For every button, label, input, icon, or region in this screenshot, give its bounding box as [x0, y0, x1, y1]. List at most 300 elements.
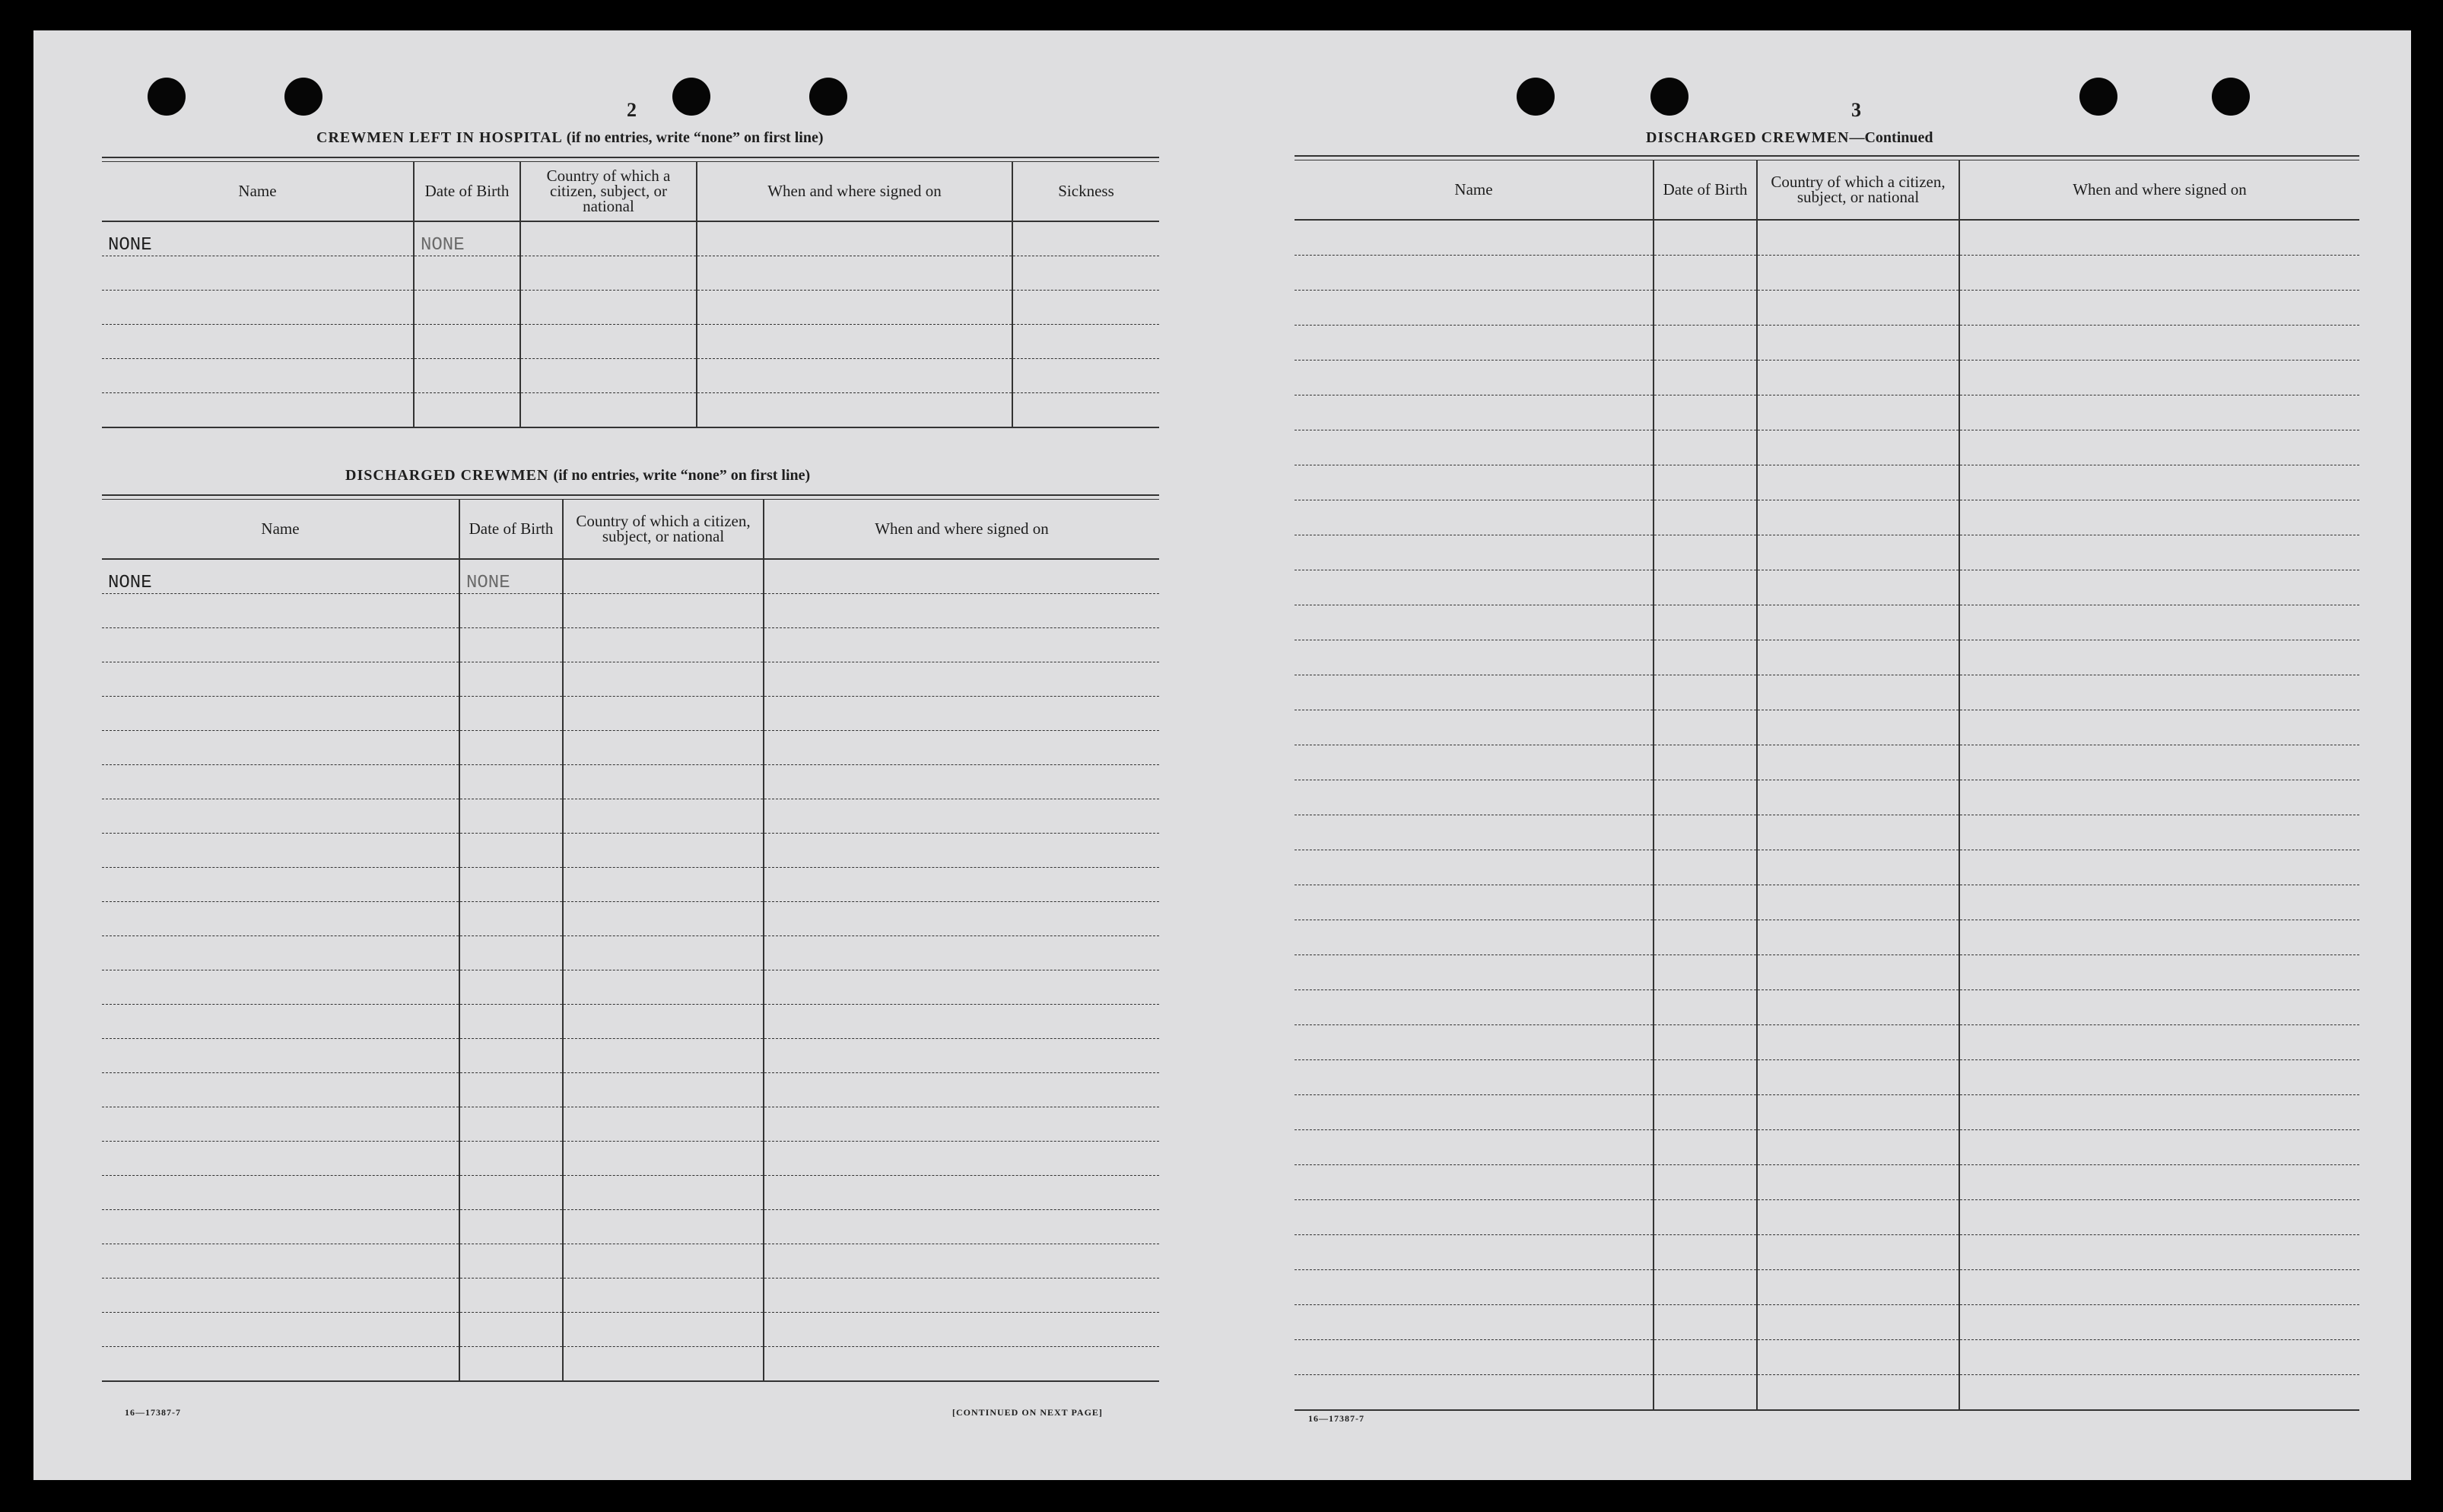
table-cell — [1757, 1235, 1959, 1270]
continued-title-text: DISCHARGED CREWMEN — [1646, 129, 1850, 146]
table-cell — [563, 559, 764, 594]
table-row — [1295, 256, 2359, 291]
right-page — [1288, 30, 2399, 1480]
table-cell — [697, 393, 1012, 428]
discharged-section-title — [345, 467, 810, 484]
table-cell — [563, 1176, 764, 1210]
table-cell — [1295, 605, 1654, 640]
table-cell — [1757, 1025, 1959, 1060]
table-cell — [1295, 780, 1654, 815]
table-row — [1295, 1060, 2359, 1095]
table-cell — [764, 1073, 1159, 1107]
table-cell — [1654, 395, 1757, 430]
table-cell — [1757, 256, 1959, 291]
table-cell — [1757, 430, 1959, 465]
hospital-section-title — [316, 129, 824, 147]
table-row — [1295, 465, 2359, 500]
table-cell — [1959, 430, 2359, 465]
table-cell — [563, 1279, 764, 1313]
table-cell — [1959, 256, 2359, 291]
table-row — [102, 256, 1159, 291]
table-cell — [459, 1279, 563, 1313]
table-cell — [1295, 640, 1654, 675]
table-cell — [1654, 850, 1757, 885]
table-cell — [697, 359, 1012, 393]
table-cell — [1654, 780, 1757, 815]
table-cell — [1654, 256, 1757, 291]
table-cell — [1654, 430, 1757, 465]
punch-hole — [2212, 78, 2250, 116]
punch-hole — [1650, 78, 1688, 116]
table-cell — [1295, 1025, 1654, 1060]
table-row — [102, 221, 1159, 256]
table-row — [102, 902, 1159, 936]
table-row — [102, 1244, 1159, 1279]
table-row — [1295, 430, 2359, 465]
table-cell — [764, 1313, 1159, 1347]
hospital-title-text: CREWMEN LEFT IN HOSPITAL — [316, 129, 562, 146]
table-cell — [459, 834, 563, 868]
table-cell — [1654, 220, 1757, 256]
column-header: Name — [102, 499, 459, 559]
table-cell — [1959, 1270, 2359, 1305]
table-row — [1295, 815, 2359, 850]
table-row — [1295, 1375, 2359, 1411]
table-cell — [1757, 1165, 1959, 1200]
table-row — [1295, 1235, 2359, 1270]
table-cell — [102, 291, 414, 325]
table-cell — [102, 393, 414, 428]
table-cell — [1959, 1095, 2359, 1130]
table-cell — [764, 697, 1159, 731]
table-row — [1295, 885, 2359, 920]
table-row — [102, 628, 1159, 662]
table-cell — [1654, 1165, 1757, 1200]
table-cell — [1959, 675, 2359, 710]
table-cell — [1295, 570, 1654, 605]
table-cell — [102, 1313, 459, 1347]
table-cell — [697, 256, 1012, 291]
table-cell — [1654, 361, 1757, 395]
table-cell — [459, 1005, 563, 1039]
page-number: 3 — [1851, 99, 1861, 121]
table-row — [102, 834, 1159, 868]
table-cell — [1757, 465, 1959, 500]
table-cell — [520, 291, 697, 325]
table-cell — [563, 731, 764, 765]
table-cell — [1295, 745, 1654, 780]
table-cell — [1295, 256, 1654, 291]
table-cell — [459, 1073, 563, 1107]
table-row — [102, 594, 1159, 628]
table-cell — [1959, 535, 2359, 570]
table-cell — [1654, 920, 1757, 955]
table-row — [102, 393, 1159, 428]
table-cell — [1959, 465, 2359, 500]
column-header: Sickness — [1012, 161, 1159, 221]
table-row — [102, 731, 1159, 765]
table-cell — [1757, 1060, 1959, 1095]
punch-hole — [672, 78, 710, 116]
form-number: 16—17387-7 — [1308, 1413, 1364, 1424]
table-cell — [1295, 535, 1654, 570]
table-cell — [102, 1176, 459, 1210]
table-cell — [563, 834, 764, 868]
table-row — [1295, 500, 2359, 535]
table-row — [1295, 291, 2359, 326]
table-cell — [1757, 1270, 1959, 1305]
table-cell — [1959, 605, 2359, 640]
table-cell — [563, 902, 764, 936]
table-cell — [1757, 535, 1959, 570]
column-header: When and where signed on — [697, 161, 1012, 221]
table-cell — [102, 936, 459, 970]
column-header: Country of which a citizen, subject, or national — [1757, 160, 1959, 220]
punch-hole — [2079, 78, 2117, 116]
table-cell — [1757, 745, 1959, 780]
table-cell — [102, 1210, 459, 1244]
table-cell — [1295, 675, 1654, 710]
table-cell — [764, 799, 1159, 834]
table-cell — [697, 221, 1012, 256]
table-cell — [1757, 885, 1959, 920]
column-header: Name — [1295, 160, 1654, 220]
table-cell — [1757, 1305, 1959, 1340]
table-cell — [1757, 291, 1959, 326]
table-cell: NONE — [414, 221, 520, 256]
table-cell — [459, 628, 563, 662]
table-cell — [1295, 1375, 1654, 1411]
continued-note: [CONTINUED ON NEXT PAGE] — [952, 1407, 1103, 1418]
table-cell — [1959, 1375, 2359, 1411]
table-cell — [563, 1244, 764, 1279]
table-row — [102, 662, 1159, 697]
table-cell — [1295, 955, 1654, 990]
table-cell: NONE — [459, 559, 563, 594]
table-cell — [563, 628, 764, 662]
table-cell — [459, 662, 563, 697]
table-cell — [1959, 570, 2359, 605]
table-cell — [1654, 1200, 1757, 1235]
table-cell — [102, 902, 459, 936]
hospital-table — [102, 161, 1159, 428]
table-cell — [102, 1279, 459, 1313]
table-cell — [459, 902, 563, 936]
table-cell — [1757, 605, 1959, 640]
column-header: Date of Birth — [459, 499, 563, 559]
table-cell — [563, 594, 764, 628]
table-cell — [414, 359, 520, 393]
table-cell — [102, 325, 414, 359]
table-cell — [563, 1039, 764, 1073]
table-row — [102, 1005, 1159, 1039]
table-cell — [1654, 605, 1757, 640]
punch-hole — [148, 78, 186, 116]
table-cell: NONE — [102, 559, 459, 594]
table-cell — [764, 970, 1159, 1005]
table-cell — [459, 936, 563, 970]
table-cell — [764, 559, 1159, 594]
table-row — [102, 1073, 1159, 1107]
table-cell — [459, 970, 563, 1005]
table-cell — [697, 291, 1012, 325]
discharged-header-row — [102, 499, 1159, 559]
table-cell — [1654, 885, 1757, 920]
table-cell — [1959, 640, 2359, 675]
table-cell — [1654, 1375, 1757, 1411]
table-row — [102, 970, 1159, 1005]
table-cell — [102, 628, 459, 662]
table-cell — [563, 1210, 764, 1244]
table-cell — [459, 1347, 563, 1382]
table-cell — [1757, 640, 1959, 675]
table-cell — [1654, 570, 1757, 605]
table-row — [1295, 920, 2359, 955]
table-cell — [1959, 745, 2359, 780]
discharged-table — [102, 499, 1159, 1382]
continued-header-row — [1295, 160, 2359, 220]
column-header: Date of Birth — [1654, 160, 1757, 220]
table-cell — [764, 1347, 1159, 1382]
table-cell — [1295, 1340, 1654, 1375]
table-cell — [102, 1347, 459, 1382]
table-cell — [414, 325, 520, 359]
table-cell — [1959, 1200, 2359, 1235]
table-row — [1295, 1130, 2359, 1165]
table-cell — [1295, 291, 1654, 326]
table-cell — [1959, 1235, 2359, 1270]
table-cell — [1757, 990, 1959, 1025]
table-cell — [764, 1244, 1159, 1279]
punch-hole — [284, 78, 322, 116]
table-cell — [1654, 465, 1757, 500]
table-cell — [1757, 361, 1959, 395]
table-cell — [102, 765, 459, 799]
table-cell — [764, 1210, 1159, 1244]
table-row — [102, 559, 1159, 594]
table-cell — [1959, 955, 2359, 990]
left-page — [102, 30, 1197, 1480]
table-row — [102, 1347, 1159, 1382]
table-cell — [1959, 920, 2359, 955]
table-cell — [102, 970, 459, 1005]
table-cell — [1295, 920, 1654, 955]
table-cell — [1295, 1270, 1654, 1305]
table-cell — [102, 799, 459, 834]
table-cell — [1012, 393, 1159, 428]
table-cell — [1757, 395, 1959, 430]
table-row — [1295, 220, 2359, 256]
table-row — [102, 359, 1159, 393]
table-row — [102, 936, 1159, 970]
table-row — [102, 291, 1159, 325]
table-cell — [1295, 1165, 1654, 1200]
table-row — [1295, 395, 2359, 430]
continued-title-suffix: —Continued — [1849, 129, 1933, 146]
table-cell — [1757, 815, 1959, 850]
table-cell — [1757, 220, 1959, 256]
table-cell — [520, 221, 697, 256]
table-cell — [414, 291, 520, 325]
table-row — [102, 765, 1159, 799]
table-row — [1295, 1165, 2359, 1200]
discharged-title-note: (if no entries, write “none” on first line) — [553, 467, 811, 484]
table-cell — [1959, 326, 2359, 361]
table-cell — [764, 1107, 1159, 1142]
table-cell — [1295, 990, 1654, 1025]
table-cell — [1654, 1060, 1757, 1095]
table-cell — [1654, 815, 1757, 850]
table-cell — [1295, 1060, 1654, 1095]
table-cell — [459, 1107, 563, 1142]
table-cell — [102, 868, 459, 902]
table-cell — [1295, 326, 1654, 361]
table-cell — [563, 868, 764, 902]
table-row — [1295, 326, 2359, 361]
table-cell — [1295, 710, 1654, 745]
table-cell — [102, 1142, 459, 1176]
table-row — [102, 325, 1159, 359]
table-cell — [459, 765, 563, 799]
table-cell — [520, 256, 697, 291]
page-number: 2 — [627, 99, 637, 121]
table-cell — [764, 731, 1159, 765]
column-header: Country of which a citizen, subject, or national — [563, 499, 764, 559]
table-cell — [1012, 221, 1159, 256]
table-cell — [1959, 780, 2359, 815]
table-cell — [563, 1347, 764, 1382]
table-row — [1295, 1340, 2359, 1375]
table-cell — [764, 1005, 1159, 1039]
table-row — [1295, 1200, 2359, 1235]
punch-hole — [1517, 78, 1555, 116]
table-cell — [1757, 326, 1959, 361]
table-cell — [459, 1313, 563, 1347]
table-cell — [1654, 1340, 1757, 1375]
table-cell — [459, 1176, 563, 1210]
table-cell — [1757, 675, 1959, 710]
table-cell — [102, 1107, 459, 1142]
table-cell — [1295, 1130, 1654, 1165]
table-cell — [459, 731, 563, 765]
table-cell — [1295, 1235, 1654, 1270]
table-cell — [1295, 885, 1654, 920]
table-cell — [764, 594, 1159, 628]
table-cell — [1959, 361, 2359, 395]
hospital-title-note: (if no entries, write “none” on first line) — [566, 129, 824, 146]
table-cell — [520, 393, 697, 428]
table-cell — [563, 662, 764, 697]
table-cell — [1654, 990, 1757, 1025]
table-row — [1295, 955, 2359, 990]
table-cell — [1757, 710, 1959, 745]
table-cell — [1959, 291, 2359, 326]
table-cell — [1654, 640, 1757, 675]
table-cell — [1757, 1200, 1959, 1235]
column-header: Country of which a citizen, subject, or national — [520, 161, 697, 221]
table-cell — [1757, 1375, 1959, 1411]
table-cell — [1959, 815, 2359, 850]
table-cell — [102, 1073, 459, 1107]
table-cell — [563, 936, 764, 970]
table-cell — [1757, 500, 1959, 535]
table-row — [102, 1107, 1159, 1142]
table-row — [102, 1142, 1159, 1176]
column-header: Name — [102, 161, 414, 221]
discharged-title-text: DISCHARGED CREWMEN — [345, 467, 549, 484]
table-cell — [520, 325, 697, 359]
table-cell — [1654, 1270, 1757, 1305]
table-cell — [1012, 325, 1159, 359]
table-row — [102, 799, 1159, 834]
table-cell — [1959, 990, 2359, 1025]
table-cell — [1757, 850, 1959, 885]
table-row — [1295, 1025, 2359, 1060]
table-cell — [1757, 1095, 1959, 1130]
table-cell — [764, 1142, 1159, 1176]
table-cell — [1654, 675, 1757, 710]
table-cell — [459, 697, 563, 731]
table-cell — [1012, 359, 1159, 393]
document-sheet — [33, 30, 2411, 1480]
table-row — [1295, 1270, 2359, 1305]
table-row — [1295, 535, 2359, 570]
table-cell — [1959, 1165, 2359, 1200]
table-row — [1295, 745, 2359, 780]
table-cell — [1959, 1305, 2359, 1340]
table-cell — [1959, 220, 2359, 256]
table-cell — [459, 1210, 563, 1244]
table-cell — [1295, 361, 1654, 395]
table-cell — [1295, 1305, 1654, 1340]
table-cell — [1295, 815, 1654, 850]
table-cell — [102, 834, 459, 868]
table-cell — [1959, 850, 2359, 885]
table-cell — [1654, 1095, 1757, 1130]
table-cell — [1959, 395, 2359, 430]
table-cell — [414, 256, 520, 291]
table-cell — [764, 902, 1159, 936]
table-cell — [1959, 500, 2359, 535]
table-cell — [563, 1107, 764, 1142]
table-cell — [1757, 780, 1959, 815]
table-cell: NONE — [102, 221, 414, 256]
table-cell — [1295, 1095, 1654, 1130]
table-cell — [764, 834, 1159, 868]
hospital-header-row — [102, 161, 1159, 221]
table-row — [1295, 570, 2359, 605]
table-row — [102, 1176, 1159, 1210]
table-cell — [1295, 850, 1654, 885]
table-cell — [1959, 1025, 2359, 1060]
table-row — [102, 697, 1159, 731]
table-cell — [1959, 1340, 2359, 1375]
table-cell — [1295, 220, 1654, 256]
table-cell — [1654, 1130, 1757, 1165]
table-cell — [1959, 710, 2359, 745]
table-row — [1295, 640, 2359, 675]
table-cell — [102, 594, 459, 628]
table-cell — [1012, 291, 1159, 325]
table-cell — [1654, 326, 1757, 361]
discharged-continued-title — [1646, 129, 1933, 147]
table-cell — [1959, 1130, 2359, 1165]
discharged-continued-table — [1295, 160, 2359, 1411]
table-cell — [1757, 1340, 1959, 1375]
table-row — [102, 1039, 1159, 1073]
table-cell — [1295, 430, 1654, 465]
table-cell — [1295, 1200, 1654, 1235]
